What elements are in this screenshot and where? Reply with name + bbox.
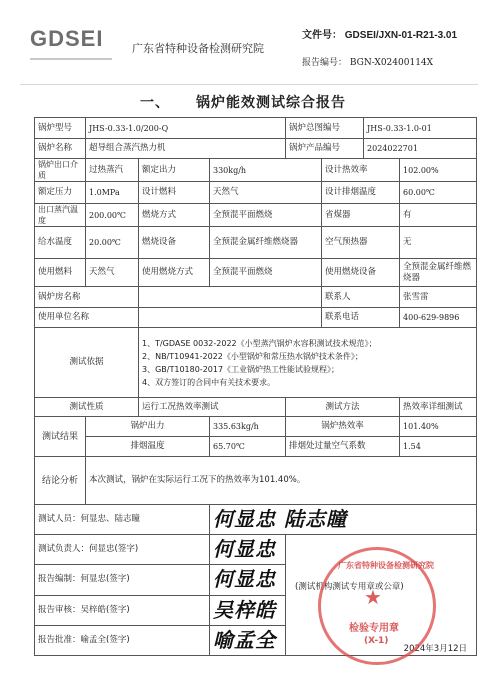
approver-label: 报告批准：喻孟全(签字)	[35, 625, 210, 655]
field-label: 锅炉出力	[86, 417, 210, 437]
header-divider	[20, 84, 478, 85]
lead-label: 测试负责人：何显忠(签字)	[35, 535, 210, 565]
field-value: 101.40%	[400, 417, 477, 437]
basis-item: 1、T/GDASE 0032-2022《小型蒸汽锅炉水容积测试技术规范》；	[142, 338, 377, 348]
field-label: 使用单位名称	[35, 308, 139, 328]
field-label: 锅炉出口介质	[35, 159, 86, 182]
field-value: 超导组合蒸汽热力机	[86, 139, 286, 159]
test-result-row	[35, 437, 477, 457]
field-value: JHS-0.33-1.0-01	[364, 118, 477, 139]
testers-signature: 何显忠 陆志瞳	[210, 505, 477, 535]
field-value: 400-629-9896	[400, 308, 477, 328]
field-label: 设计燃料	[139, 182, 210, 204]
table-row	[35, 139, 477, 159]
field-label: 空气预热器	[322, 227, 400, 259]
field-label: 额定出力	[139, 159, 210, 182]
testers-label: 测试人员：何显忠、陆志瞳	[35, 505, 210, 535]
table-row	[35, 287, 477, 308]
field-value: 2024022701	[364, 139, 477, 159]
test-result-row	[35, 417, 477, 437]
conclusion-label: 结论分析	[35, 457, 86, 505]
field-value: 全预混平面燃烧	[210, 204, 322, 227]
conclusion-row	[35, 457, 477, 505]
field-label: 使用燃料	[35, 259, 86, 287]
seal-note: (测试机构测试专用章或公章)	[295, 582, 404, 592]
field-value: 65.70℃	[210, 437, 286, 457]
section-heading	[140, 92, 346, 112]
reviewer-label: 报告审核：吴梓皓(签字)	[35, 595, 210, 625]
field-label: 锅炉名称	[35, 139, 86, 159]
field-value-empty	[139, 287, 322, 308]
basis-item: 3、GB/T10180-2017《工业锅炉热工性能试验规程》；	[142, 364, 340, 374]
field-label: 联系电话	[322, 308, 400, 328]
field-label: 测试性质	[35, 398, 139, 417]
field-value: 天然气	[86, 259, 139, 287]
field-value: 1.54	[400, 437, 477, 457]
field-value: 全预混金属纤维燃烧器	[210, 227, 322, 259]
report-number: 报告编号： BGN-X02400114X	[302, 58, 434, 68]
field-value: 20.00℃	[86, 227, 139, 259]
field-label: 燃烧方式	[139, 204, 210, 227]
seal-star-icon: ★	[364, 585, 382, 609]
field-label: 锅炉型号	[35, 118, 86, 139]
field-label: 给水温度	[35, 227, 86, 259]
field-value: 热效率详细测试	[400, 398, 477, 417]
conclusion-text: 本次测试，锅炉在实际运行工况下的热效率为101.40%。	[86, 457, 477, 505]
approver-signature: 喻孟全	[210, 625, 286, 655]
field-label: 锅炉产品编号	[286, 139, 364, 159]
field-label: 排烟温度	[86, 437, 210, 457]
field-label: 锅炉房名称	[35, 287, 139, 308]
field-value: 330kg/h	[210, 159, 322, 182]
table-row	[35, 259, 477, 287]
field-label: 出口蒸汽温度	[35, 204, 86, 227]
seal-bottom-text: (X-1)	[364, 636, 389, 646]
table-row	[35, 159, 477, 182]
basis-row	[35, 328, 477, 398]
basis-list	[139, 328, 477, 398]
table-row	[35, 227, 477, 259]
field-value: 无	[400, 227, 477, 259]
logo: GDSEI	[30, 26, 104, 51]
section-number: 一、	[140, 95, 170, 111]
field-value: 1.0MPa	[86, 182, 139, 204]
field-label: 设计热效率	[322, 159, 400, 182]
field-label: 排烟处过量空气系数	[286, 437, 400, 457]
result-label: 测试结果	[35, 417, 86, 457]
table-row	[35, 204, 477, 227]
doc-number: 文件号： GDSEI/JXN-01-R21-3.01	[302, 30, 458, 41]
field-label: 联系人	[322, 287, 400, 308]
field-value: 102.00%	[400, 159, 477, 182]
logo-underline	[30, 58, 112, 60]
field-value: 天然气	[210, 182, 322, 204]
basis-label: 测试依据	[35, 328, 139, 398]
field-label: 锅炉总图编号	[286, 118, 364, 139]
signature-row	[35, 505, 477, 535]
field-value: 有	[400, 204, 477, 227]
table-row	[35, 118, 477, 139]
field-value: 过热蒸汽	[86, 159, 139, 182]
basis-item: 2、NB/T10941-2022《小型锅炉和常压热水锅炉技术条件》；	[142, 351, 363, 361]
table-row	[35, 308, 477, 328]
compiler-signature: 何显忠	[210, 565, 286, 595]
field-value: 200.00℃	[86, 204, 139, 227]
test-nature-row	[35, 398, 477, 417]
field-value: 张雪雷	[400, 287, 477, 308]
field-label: 燃烧设备	[139, 227, 210, 259]
basis-item: 4、双方签订的合同中有关技术要求。	[142, 377, 276, 387]
org-name: 广东省特种设备检测研究院	[132, 42, 264, 55]
field-value: 运行工况热效率测试	[139, 398, 286, 417]
field-label: 使用燃烧设备	[322, 259, 400, 287]
table-row	[35, 182, 477, 204]
lead-signature: 何显忠	[210, 535, 286, 565]
field-value: 全预混平面燃烧	[210, 259, 322, 287]
field-value: JHS-0.33-1.0/200-Q	[86, 118, 286, 139]
compiler-label: 报告编制：何显忠(签字)	[35, 565, 210, 595]
field-value: 60.00℃	[400, 182, 477, 204]
field-label: 额定压力	[35, 182, 86, 204]
field-value-empty	[139, 308, 322, 328]
field-label: 省煤器	[322, 204, 400, 227]
seal-middle-text: 检验专用章	[349, 623, 399, 634]
section-title: 锅炉能效测试综合报告	[196, 95, 346, 111]
field-label: 测试方法	[286, 398, 400, 417]
field-label: 使用燃烧方式	[139, 259, 210, 287]
seal-top-text: 广东省特种设备检测研究院	[338, 561, 434, 570]
report-date: 2024年3月12日	[403, 644, 468, 654]
field-value: 335.63kg/h	[210, 417, 286, 437]
field-value: 全预混金属纤维燃烧器	[400, 259, 477, 287]
field-label: 设计排烟温度	[322, 182, 400, 204]
reviewer-signature: 吴梓皓	[210, 595, 286, 625]
field-label: 锅炉热效率	[286, 417, 400, 437]
